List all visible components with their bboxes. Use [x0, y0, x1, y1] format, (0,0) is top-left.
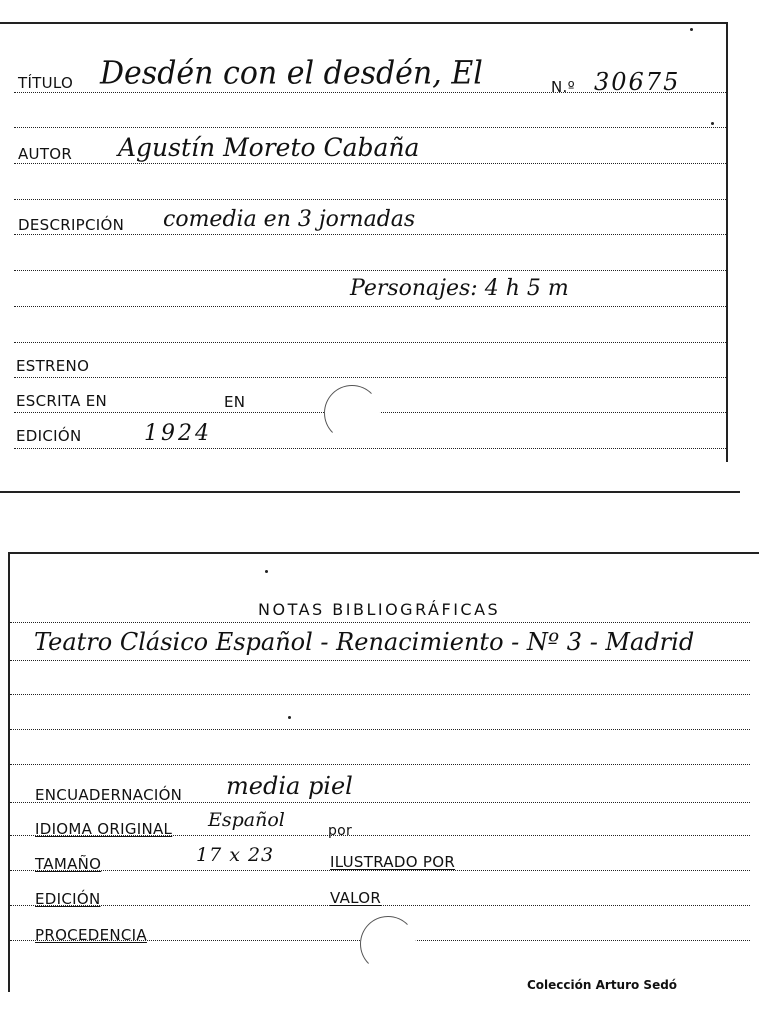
edicion-label-back: EDICIÓN [35, 890, 101, 908]
speck [711, 122, 714, 125]
titulo-value: Desdén con el desdén, El [100, 55, 483, 93]
speck [690, 28, 693, 31]
descripcion-value: comedia en 3 jornadas [163, 207, 416, 232]
ruled-line [14, 163, 726, 164]
idioma-original-label: IDIOMA ORIGINAL [35, 820, 173, 838]
estreno-label: ESTRENO [16, 357, 90, 375]
ruled-line [10, 729, 750, 730]
notas-value: Teatro Clásico Español - Renacimiento - Nº 3 - Madrid [34, 628, 695, 656]
card-back-left-edge [8, 552, 10, 992]
punch-hole [360, 916, 416, 972]
valor-label: VALOR [330, 889, 382, 907]
numero-label: N.º [551, 78, 575, 96]
ruled-line [14, 127, 726, 128]
tamano-value: 17 x 23 [196, 844, 275, 866]
ruled-line [14, 448, 726, 449]
autor-label: AUTOR [18, 145, 73, 163]
card-front-right-edge [726, 22, 728, 462]
por-label: por [328, 823, 353, 839]
descripcion-label: DESCRIPCIÓN [18, 216, 125, 234]
ilustrado-por-label: ILUSTRADO POR [330, 853, 456, 871]
numero-value: 30675 [594, 68, 681, 96]
titulo-label: TÍTULO [18, 74, 74, 92]
edicion-value: 1924 [144, 421, 212, 446]
edicion-label: EDICIÓN [16, 427, 82, 445]
speck [288, 716, 291, 719]
idioma-original-value: Español [208, 809, 285, 831]
ruled-line [10, 764, 750, 765]
personajes-value: Personajes: 4 h 5 m [350, 276, 569, 301]
encuadernacion-value: media piel [226, 772, 353, 800]
card-back [0, 548, 759, 994]
card-front-top-edge [0, 22, 728, 24]
ruled-line [14, 234, 726, 235]
notas-heading: NOTAS BIBLIOGRÁFICAS [258, 600, 501, 619]
ruled-line [10, 694, 750, 695]
ruled-line [10, 622, 750, 623]
ruled-line [14, 270, 726, 271]
ruled-line [10, 660, 750, 661]
en-label: EN [224, 393, 246, 411]
collection-footer: Colección Arturo Sedó [527, 978, 678, 992]
card-front-bottom-edge [0, 491, 740, 493]
ruled-line [14, 199, 726, 200]
card-front [0, 18, 759, 496]
tamano-label: TAMAÑO [35, 855, 102, 873]
speck [265, 570, 268, 573]
punch-hole [324, 385, 380, 441]
encuadernacion-label: ENCUADERNACIÓN [35, 786, 183, 804]
autor-value: Agustín Moreto Cabaña [118, 133, 420, 162]
procedencia-label: PROCEDENCIA [35, 926, 147, 944]
ruled-line [14, 306, 726, 307]
ruled-line [14, 377, 726, 378]
ruled-line [14, 342, 726, 343]
escrita-en-label: ESCRITA EN [16, 392, 108, 410]
card-back-top-edge [8, 552, 759, 554]
